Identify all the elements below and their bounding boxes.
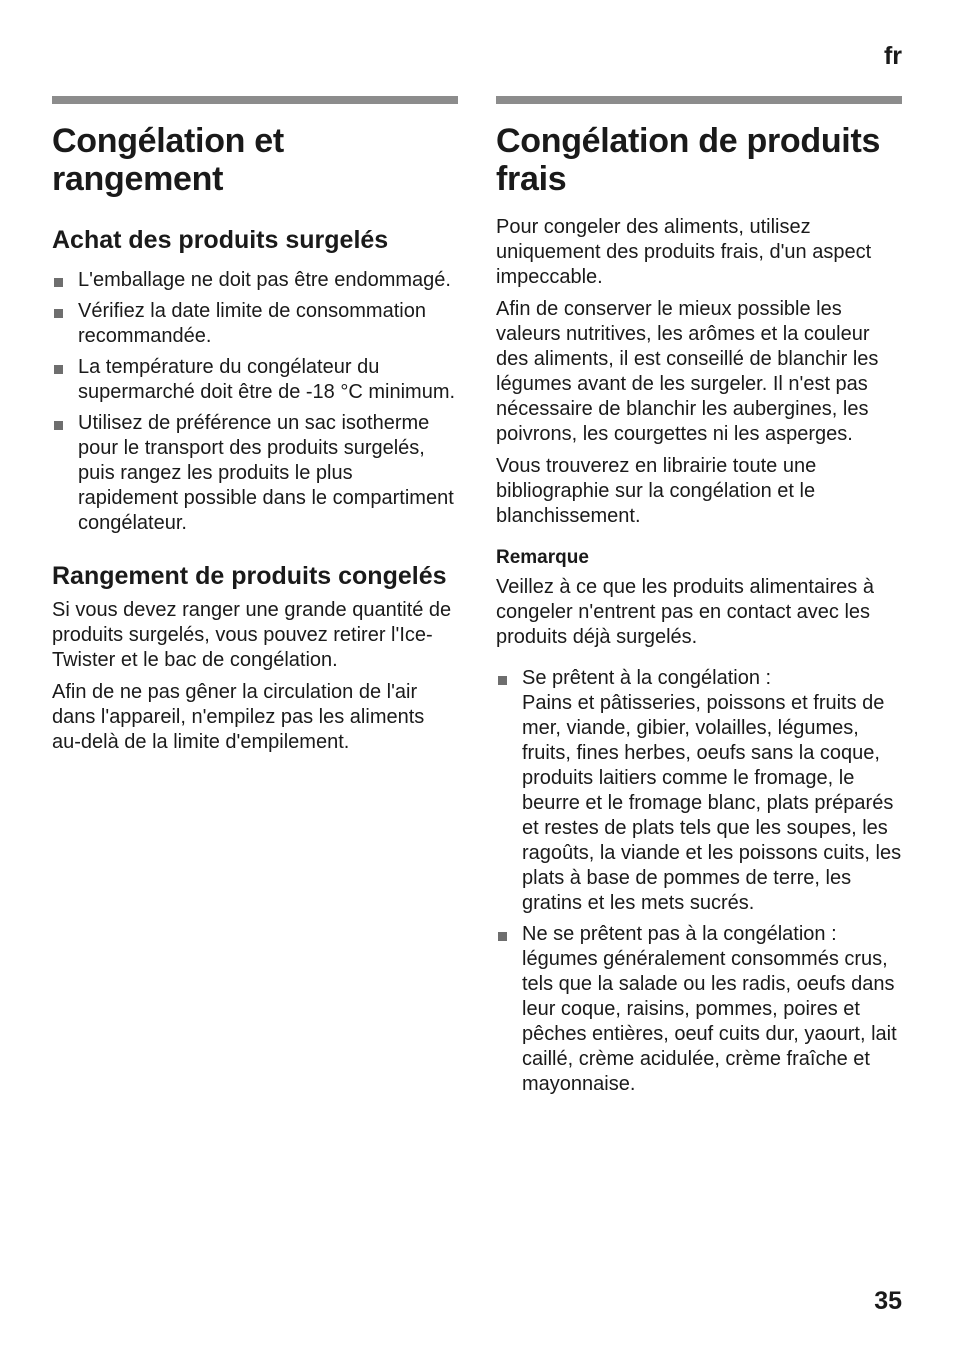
left-column xyxy=(52,96,458,755)
square-bullet-icon xyxy=(498,676,507,685)
list-item-text: légumes généralement consommés crus, tels que la salade ou les radis, oeufs dans leur coque, raisins, pommes, poires et pêches entières, oeuf cuits dur, yaourt, lait caillé, crème acidulée, crème fraîche et mayonnaise. xyxy=(522,948,897,1095)
paragraph: Si vous devez ranger une grande quantité de produits surgelés, vous pouvez retirer l'Ice-Twister et le bac de congélation. xyxy=(52,599,452,671)
chapter-title-freezing-fresh: Congélation de produits frais xyxy=(496,122,881,198)
language-label: fr xyxy=(883,42,902,70)
list-item-lead: Ne se prêtent pas à la congélation : xyxy=(522,923,837,945)
section-rule xyxy=(52,96,458,104)
paragraph: Afin de conserver le mieux possible les valeurs nutritives, les arômes et la couleur des aliments, il est conseillé de blanchir les légumes avant de les surgeler. Il n'est pas nécessaire de blanchir les aubergines, les poivrons, les courgettes ni les asperges. xyxy=(496,298,879,445)
list-item xyxy=(52,299,458,349)
list-item-text: Vérifiez la date limite de consommation recommandée. xyxy=(78,300,426,347)
paragraph: Pour congeler des aliments, utilisez uniquement des produits frais, d'un aspect impeccable. xyxy=(496,216,872,288)
list-item xyxy=(52,411,458,536)
list-item-text: La température du congélateur du supermarché doit être de -18 °C minimum. xyxy=(78,356,456,403)
list-item xyxy=(496,922,902,1097)
note-text: Veillez à ce que les produits alimentaires à congeler n'entrent pas en contact avec les produits déjà surgelés. xyxy=(496,576,874,648)
page-number: 35 xyxy=(874,1287,902,1315)
square-bullet-icon xyxy=(54,278,63,287)
square-bullet-icon xyxy=(54,365,63,374)
section-rule xyxy=(496,96,902,104)
square-bullet-icon xyxy=(54,309,63,318)
buying-frozen-list xyxy=(52,268,458,536)
list-item xyxy=(52,355,458,405)
chapter-title-freezing-storage: Congélation et rangement xyxy=(52,122,284,198)
note-label: Remarque xyxy=(496,547,589,568)
heading-storing-frozen: Rangement de produits congelés xyxy=(52,562,447,590)
square-bullet-icon xyxy=(54,421,63,430)
list-item xyxy=(496,666,902,916)
list-item-text: L'emballage ne doit pas être endommagé. xyxy=(78,269,451,291)
list-item-text: Pains et pâtisseries, poissons et fruits de mer, viande, gibier, volailles, légumes, fruits, fines herbes, oeufs sans la coque, produits laitiers comme le fromage, le beurre et le fromage blanc, plats préparés et restes de plats tels que les soupes, les ragoûts, la viande et les poissons cuits, les plats à base de pommes de terre, les gratins et les mets sucrés. xyxy=(522,692,902,914)
square-bullet-icon xyxy=(498,932,507,941)
list-item xyxy=(52,268,458,293)
list-item-text: Utilisez de préférence un sac isotherme pour le transport des produits surgelés, puis rangez les produits le plus rapidement possible dans le compartiment congélateur. xyxy=(78,412,454,534)
suitability-list xyxy=(496,666,902,1097)
right-column xyxy=(496,96,902,1097)
list-item-lead: Se prêtent à la congélation : xyxy=(522,667,772,689)
heading-buying-frozen: Achat des produits surgelés xyxy=(52,226,389,254)
paragraph: Vous trouverez en librairie toute une bibliographie sur la congélation et le blanchissement. xyxy=(496,455,817,527)
paragraph: Afin de ne pas gêner la circulation de l'air dans l'appareil, n'empilez pas les aliments au-delà de la limite d'empilement. xyxy=(52,681,425,753)
